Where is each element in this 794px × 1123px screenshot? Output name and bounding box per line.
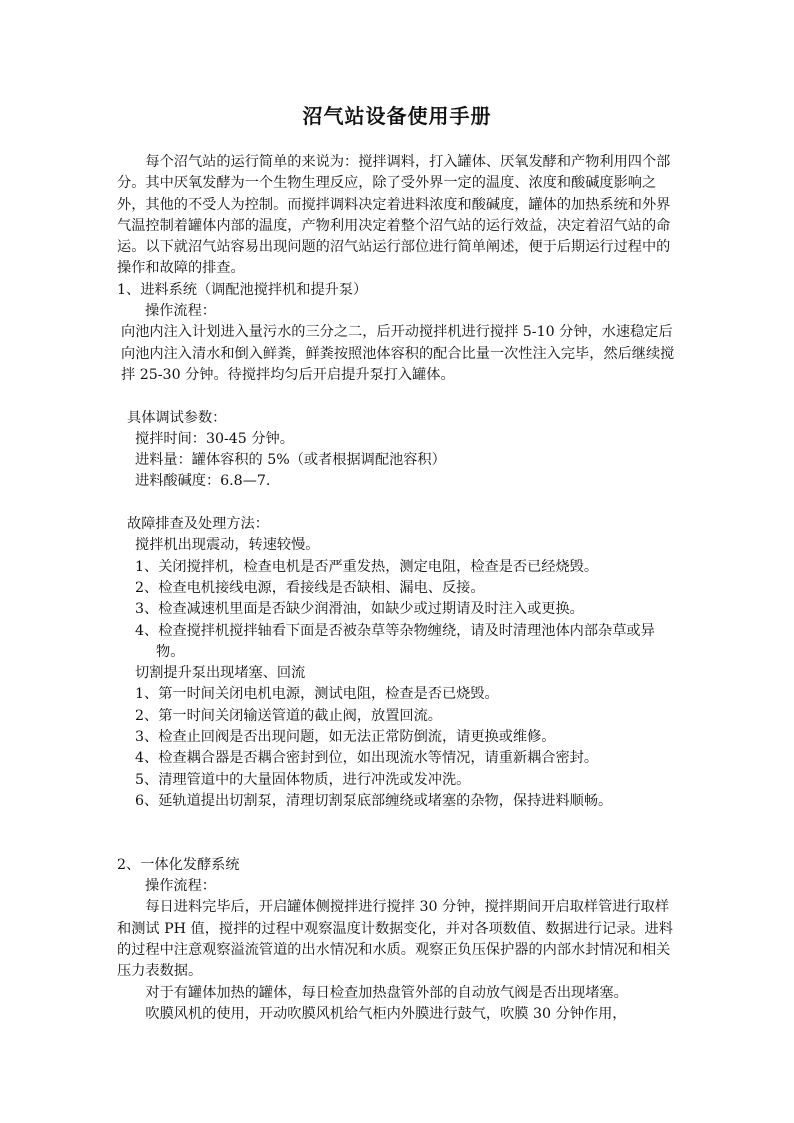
fault2-item: 1、第一时间关闭电机电源，测试电阻，检查是否已烧毁。 <box>135 686 499 703</box>
section2-op-label: 操作流程： <box>145 878 216 895</box>
intro-paragraph: 每个沼气站的运行简单的来说为：搅拌调料，打入罐体、厌氧发酵和产物利用四个部分。其中厌氧发酵为一个生物生理反应，除了受外界一定的温度、浓度和酸碱度影响之外，其他的不受人为控制。而搅拌调料决定着进料浓度和酸碱度，罐体的加热系统和外界气温控制着罐体内部的温度，产物利用决定着整个沼气站的运行效益，决定着沼气站的命运。以下就沼气站容易出现问题的沼气站运行部位进行简单阐述，便于后期运行过程中的操作和故障的排查。 <box>117 154 671 277</box>
document-title: 沼气站设备使用手册 <box>302 104 492 128</box>
section1-op-text: 向池内注入计划进入量污水的三分之二，后开动搅拌机进行搅拌 5-10 分钟，水速稳定后向池内注入清水和倒入鲜粪，鲜粪按照池体容积的配合比量一次性注入完毕，然后继续搅拌 25-30 分钟。待搅拌均匀后开启提升泵打入罐体。 <box>121 324 675 383</box>
fault-label: 故障排查及处理方法： <box>127 516 269 533</box>
section2-paragraph: 吹膜风机的使用，开动吹膜风机给气柜内外膜进行鼓气，吹膜 30 分钟作用， <box>145 1005 627 1022</box>
param-item: 搅拌时间：30-45 分钟。 <box>135 430 294 447</box>
fault2-item: 6、延轨道提出切割泵，清理切割泵底部缠绕或堵塞的杂物，保持进料顺畅。 <box>135 792 613 809</box>
fault2-item: 5、清理管道中的大量固体物质，进行冲洗或发冲洗。 <box>135 771 471 788</box>
fault1-title: 搅拌机出现震动，转速较慢。 <box>135 537 320 554</box>
section1-heading: 1、进料系统（调配池搅拌机和提升泵） <box>117 281 368 298</box>
spacer <box>117 386 677 407</box>
fault2-item: 4、检查耦合器是否耦合密封到位，如出现流水等情况，请重新耦合密封。 <box>135 750 599 767</box>
section2-paragraph: 每日进料完毕后，开启罐体侧搅拌进行搅拌 30 分钟，搅拌期间开启取样管进行取样和测试 PH 值，搅拌的过程中观察温度计数据变化，并对各项数值、数据进行记录。进料的过程中注意观察溢流管道的出水情况和水质。观察正负压保护器的内部水封情况和相关压力表数据。 <box>117 899 673 980</box>
section2-heading: 2、一体化发酵系统 <box>117 856 240 873</box>
fault2-title: 切割提升泵出现堵塞、回流 <box>135 665 306 682</box>
fault1-item: 1、关闭搅拌机，检查电机是否严重发热，测定电阻，检查是否已经烧毁。 <box>135 558 599 575</box>
section1-op-label: 操作流程： <box>145 303 216 320</box>
fault1-item: 2、检查电机接线电源，看接线是否缺相、漏电、反接。 <box>135 579 485 596</box>
section2-paragraph: 对于有罐体加热的罐体，每日检查加热盘管外部的自动放气阀是否出现堵塞。 <box>145 984 628 1001</box>
param-item: 进料酸碱度：6.8—7. <box>135 473 271 490</box>
document-body <box>117 152 677 1025</box>
params-label: 具体调试参数： <box>127 409 227 426</box>
param-item: 进料量：罐体容积的 5%（或者根据调配池容积） <box>135 452 446 469</box>
spacer <box>117 493 677 514</box>
fault2-item: 2、第一时间关闭输送管道的截止阀，放置回流。 <box>135 707 442 724</box>
fault1-item: 4、检查搅拌机搅拌轴看下面是否被杂草等杂物缠绕，请及时清理池体内部杂草或异物。 <box>135 622 655 660</box>
fault2-item: 3、检查止回阀是否出现问题，如无法正常防倒流，请更换或维修。 <box>135 729 556 746</box>
fault1-item: 3、检查减速机里面是否缺少润滑油，如缺少或过期请及时注入或更换。 <box>135 601 584 618</box>
spacer <box>117 812 677 855</box>
